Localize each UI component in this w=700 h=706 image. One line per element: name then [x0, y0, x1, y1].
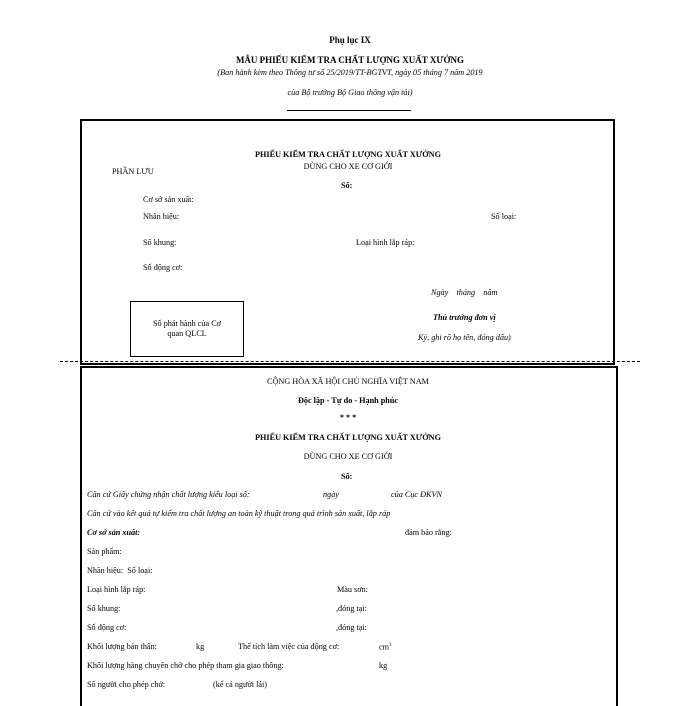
- payload: Khối lượng hàng chuyên chở cho phép tham gia giao thông:: [87, 661, 284, 670]
- cert-subtitle: DÙNG CHO XE CƠ GIỚI: [303, 452, 393, 461]
- stub-number: Số:: [341, 181, 353, 190]
- nation-title: CỘNG HÒA XÃ HỘI CHỦ NGHĨA VIỆT NAM: [267, 377, 429, 386]
- displacement-unit-sup: 3: [389, 643, 392, 648]
- stamp-line-2: quan QLCL: [167, 329, 207, 338]
- stub-chassis: Số khung:: [143, 238, 177, 247]
- cut-line: [60, 361, 640, 362]
- stars: * * *: [339, 413, 357, 422]
- basis-selftest: Căn cứ vào kết quả tự kiểm tra chất lượng an toàn kỹ thuật trong quá trình sản xuất, lắp ráp: [87, 509, 391, 518]
- curb-weight: Khối lượng bản thân:: [87, 642, 157, 651]
- incl-driver: (kể cả người lái): [213, 680, 268, 689]
- stub-head: Thủ trưởng đơn vị: [433, 313, 496, 322]
- stub-title: PHIẾU KIỂM TRA CHẤT LƯỢNG XUẤT XƯỞNG: [255, 150, 441, 159]
- chassis-stamped-at: ,đóng tại:: [336, 604, 367, 613]
- stub-manufacturer: Cơ sở sản xuất:: [143, 195, 194, 204]
- stub-model-code: Số loại:: [491, 212, 517, 221]
- cert-title: PHIẾU KIỂM TRA CHẤT LƯỢNG XUẤT XƯỞNG: [255, 433, 441, 442]
- engine-displacement: Thể tích làm việc của động cơ:: [238, 642, 340, 651]
- motto: Độc lập - Tự do - Hạnh phúc: [297, 396, 399, 405]
- basis-date: ngày: [323, 490, 339, 499]
- payload-unit: kg: [379, 661, 388, 670]
- stub-sign: Ký, ghi rõ họ tên, đóng dấu): [418, 333, 511, 342]
- engine-number: Số động cơ:: [87, 623, 127, 632]
- product: Sản phẩm:: [87, 547, 122, 556]
- stub-date: Ngày tháng năm: [431, 288, 498, 297]
- stub-subtitle: DÙNG CHO XE CƠ GIỚI: [303, 162, 393, 171]
- form-title: MẪU PHIẾU KIỂM TRA CHẤT LƯỢNG XUẤT XƯỞNG: [235, 55, 465, 65]
- appendix-label: Phụ lục IX: [329, 35, 371, 45]
- stamp-line-1: Số phát hành của Cơ: [153, 318, 221, 328]
- basis-agency: của Cục ĐKVN: [391, 490, 442, 499]
- passengers: Số người cho phép chở:: [87, 680, 166, 689]
- form-subtitle-2: của Bộ trưởng Bộ Giao thông vận tải): [287, 88, 413, 97]
- paint-color: Màu sơn:: [337, 585, 368, 594]
- curb-weight-unit: kg: [196, 642, 205, 651]
- basis-certificate: Căn cứ Giấy chứng nhận chất lượng kiểu loại số:: [87, 490, 250, 499]
- issuance-number-box: [130, 301, 244, 357]
- cert-number: Số:: [341, 472, 353, 481]
- stub-engine: Số động cơ:: [143, 263, 183, 272]
- stub-assembly-type: Loại hình lắp ráp:: [356, 238, 415, 247]
- assembly-type: Loại hình lắp ráp:: [87, 585, 146, 594]
- stub-label: PHẦN LƯU: [112, 167, 154, 176]
- cert-manufacturer: Cơ sở sản xuất:: [87, 528, 141, 537]
- guarantee: đảm bảo rằng:: [405, 528, 452, 537]
- form-subtitle-1: (Ban hành kèm theo Thông tư số 25/2019/TT-BGTVT, ngày 05 tháng 7 năm 2019: [217, 68, 483, 77]
- brand-model: Nhãn hiệu: Số loại:: [87, 566, 153, 575]
- displacement-unit: [379, 643, 392, 652]
- displacement-unit-text: cm: [379, 642, 390, 652]
- chassis-number: Số khung:: [87, 604, 121, 613]
- stub-brand: Nhãn hiệu:: [143, 212, 180, 221]
- subtitle-underline: [287, 110, 411, 111]
- engine-stamped-at: ,đóng tại:: [336, 623, 367, 632]
